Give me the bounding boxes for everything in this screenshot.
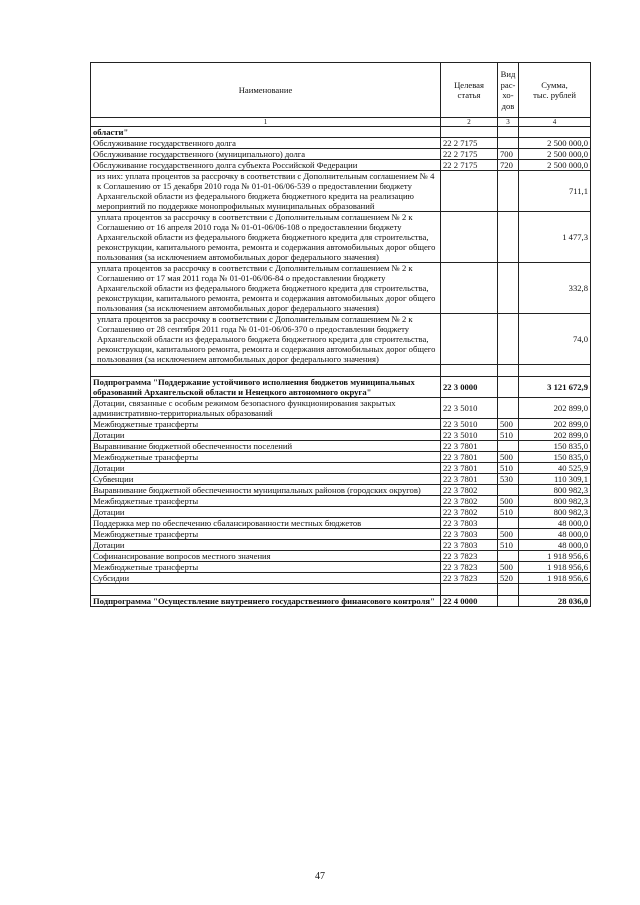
row-kind [498, 551, 519, 562]
table-row [91, 138, 591, 149]
row-sum [519, 127, 591, 138]
table-row [91, 160, 591, 171]
row-sum: 2 500 000,0 [519, 138, 591, 149]
row-target: 22 3 7823 [441, 562, 498, 573]
table-row [91, 171, 591, 212]
row-kind: 500 [498, 452, 519, 463]
row-target: 22 3 7803 [441, 540, 498, 551]
row-name: Межбюджетные трансферты [91, 529, 441, 540]
row-kind: 720 [498, 160, 519, 171]
row-kind [498, 263, 519, 314]
row-name: Обслуживание государственного (муниципального) долга [91, 149, 441, 160]
row-target [441, 171, 498, 212]
row-name: уплата процентов за рассрочку в соответствии с Дополнительным соглашением № 2 к Соглашению от 28 сентября 2011 года № 01-01-06/06-370 о предоставлении бюджету Архангельской области из федерального бюджета бюджетного кредита для строительства, реконструкции, капитального ремонта, ремонта и содержания автомобильных дорог общего пользования (за исключением автомобильных дорог федерального значения) [91, 314, 441, 365]
row-kind: 500 [498, 562, 519, 573]
table-row [91, 573, 591, 584]
header-kind-line: хо- [502, 90, 514, 100]
column-number-row [91, 118, 591, 127]
column-number: 2 [441, 118, 498, 127]
row-target: 22 3 7802 [441, 496, 498, 507]
row-name: Поддержка мер по обеспечению сбалансированности местных бюджетов [91, 518, 441, 529]
header-kind-line: дов [501, 100, 515, 111]
row-name: Межбюджетные трансферты [91, 452, 441, 463]
row-kind [498, 584, 519, 596]
row-kind [498, 485, 519, 496]
row-sum: 332,8 [519, 263, 591, 314]
row-kind: 510 [498, 540, 519, 551]
row-name: Обслуживание государственного долга субъекта Российской Федерации [91, 160, 441, 171]
table-row [91, 485, 591, 496]
row-name: Выравнивание бюджетной обеспеченности поселений [91, 441, 441, 452]
header-kind-line: Вид [500, 69, 516, 79]
table-row [91, 398, 591, 419]
row-name [91, 584, 441, 596]
row-target [441, 212, 498, 263]
table-row [91, 377, 591, 398]
header-kind-line: рас- [500, 79, 516, 90]
row-target: 22 2 7175 [441, 138, 498, 149]
row-kind [498, 365, 519, 377]
row-kind [498, 212, 519, 263]
row-target: 22 3 5010 [441, 430, 498, 441]
row-kind [498, 127, 519, 138]
row-kind: 700 [498, 149, 519, 160]
row-target: 22 3 5010 [441, 419, 498, 430]
row-kind: 500 [498, 419, 519, 430]
row-kind [498, 138, 519, 149]
row-kind [498, 171, 519, 212]
table-row [91, 507, 591, 518]
row-sum [519, 584, 591, 596]
row-name [91, 365, 441, 377]
row-kind [498, 441, 519, 452]
row-target: 22 3 7802 [441, 507, 498, 518]
row-sum: 202 899,0 [519, 398, 591, 419]
header-row [91, 63, 591, 118]
row-sum: 1 477,3 [519, 212, 591, 263]
header-sum-line: тыс. рублей [533, 90, 576, 100]
row-sum [519, 365, 591, 377]
row-sum: 48 000,0 [519, 540, 591, 551]
row-name: Дотации [91, 430, 441, 441]
row-target: 22 3 7801 [441, 452, 498, 463]
row-name: Межбюджетные трансферты [91, 496, 441, 507]
table-row [91, 419, 591, 430]
table-row [91, 518, 591, 529]
row-kind [498, 314, 519, 365]
row-target [441, 263, 498, 314]
row-sum: 711,1 [519, 171, 591, 212]
row-sum: 800 982,3 [519, 507, 591, 518]
row-target [441, 314, 498, 365]
row-target [441, 365, 498, 377]
row-name: Межбюджетные трансферты [91, 419, 441, 430]
row-name: уплата процентов за рассрочку в соответствии с Дополнительным соглашением № 2 к Соглашению от 16 апреля 2010 года № 01-01-06/06-108 о предоставлении бюджету Архангельской области из федерального бюджета бюджетного кредита для строительства, реконструкции, капитального ремонта, ремонта и содержания автомобильных дорог общего пользования (за исключением автомобильных дорог федерального значения) [91, 212, 441, 263]
row-sum: 28 036,0 [519, 596, 591, 607]
row-sum: 48 000,0 [519, 518, 591, 529]
table-row [91, 540, 591, 551]
row-target: 22 3 7802 [441, 485, 498, 496]
table-row [91, 314, 591, 365]
row-sum: 202 899,0 [519, 419, 591, 430]
page-number: 47 [315, 871, 325, 882]
row-target: 22 3 7823 [441, 551, 498, 562]
table-row [91, 551, 591, 562]
column-number: 3 [498, 118, 519, 127]
header-kind [498, 63, 519, 118]
row-name: Межбюджетные трансферты [91, 562, 441, 573]
header-sum [519, 63, 591, 118]
row-target: 22 3 5010 [441, 398, 498, 419]
table-row [91, 263, 591, 314]
header-name: Наименование [91, 63, 441, 118]
row-name: Дотации [91, 507, 441, 518]
row-target: 22 2 7175 [441, 160, 498, 171]
table-row [91, 430, 591, 441]
row-kind: 510 [498, 463, 519, 474]
row-sum: 3 121 672,9 [519, 377, 591, 398]
row-kind: 500 [498, 496, 519, 507]
row-name: Дотации, связанные с особым режимом безопасного функционирования закрытых административно-территориальных образований [91, 398, 441, 419]
table-row [91, 584, 591, 596]
row-sum: 40 525,9 [519, 463, 591, 474]
row-sum: 150 835,0 [519, 441, 591, 452]
row-target [441, 127, 498, 138]
row-name: Софинансирование вопросов местного значения [91, 551, 441, 562]
budget-table [90, 62, 591, 607]
row-kind: 520 [498, 573, 519, 584]
row-target: 22 3 7801 [441, 463, 498, 474]
table-row [91, 365, 591, 377]
row-sum: 2 500 000,0 [519, 149, 591, 160]
row-target: 22 2 7175 [441, 149, 498, 160]
row-target: 22 4 0000 [441, 596, 498, 607]
table-row [91, 463, 591, 474]
table-row [91, 596, 591, 607]
row-target: 22 3 0000 [441, 377, 498, 398]
row-sum: 202 899,0 [519, 430, 591, 441]
table-row [91, 149, 591, 160]
row-sum: 2 500 000,0 [519, 160, 591, 171]
table-row [91, 562, 591, 573]
row-kind [498, 398, 519, 419]
table-row [91, 474, 591, 485]
row-kind: 510 [498, 507, 519, 518]
table-row [91, 496, 591, 507]
row-sum: 800 982,3 [519, 485, 591, 496]
row-name: Выравнивание бюджетной обеспеченности муниципальных районов (городских округов) [91, 485, 441, 496]
table-row [91, 529, 591, 540]
row-kind: 500 [498, 529, 519, 540]
row-name: области" [91, 127, 441, 138]
row-name: Дотации [91, 540, 441, 551]
row-sum: 1 918 956,6 [519, 562, 591, 573]
header-sum-line: Сумма, [541, 79, 568, 90]
row-sum: 1 918 956,6 [519, 573, 591, 584]
row-name: Субвенции [91, 474, 441, 485]
column-number: 4 [519, 118, 591, 127]
row-name: Подпрограмма "Поддержание устойчивого исполнения бюджетов муниципальных образований Архангельской области и Ненецкого автономного округа" [91, 377, 441, 398]
row-target: 22 3 7803 [441, 529, 498, 540]
row-name: Подпрограмма "Осуществление внутреннего государственного финансового контроля" [91, 596, 441, 607]
row-kind [498, 596, 519, 607]
row-sum: 800 982,3 [519, 496, 591, 507]
row-target: 22 3 7823 [441, 573, 498, 584]
table-row [91, 212, 591, 263]
header-target: Целевая статья [441, 63, 498, 118]
column-number: 1 [91, 118, 441, 127]
row-target [441, 584, 498, 596]
table-row [91, 452, 591, 463]
row-sum: 74,0 [519, 314, 591, 365]
row-sum: 1 918 956,6 [519, 551, 591, 562]
row-name: Субсидии [91, 573, 441, 584]
row-name: уплата процентов за рассрочку в соответствии с Дополнительным соглашением № 2 к Соглашению от 17 мая 2011 года № 01-01-06/06-84 о предоставлении бюджету Архангельской области из федерального бюджета бюджетного кредита для строительства, реконструкции, капитального ремонта, ремонта и содержания автомобильных дорог общего пользования (за исключением автомобильных дорог федерального значения) [91, 263, 441, 314]
row-target: 22 3 7803 [441, 518, 498, 529]
row-kind: 510 [498, 430, 519, 441]
table-row [91, 127, 591, 138]
row-sum: 150 835,0 [519, 452, 591, 463]
row-kind [498, 377, 519, 398]
table-row [91, 441, 591, 452]
row-sum: 110 309,1 [519, 474, 591, 485]
row-target: 22 3 7801 [441, 441, 498, 452]
row-name: Дотации [91, 463, 441, 474]
row-target: 22 3 7801 [441, 474, 498, 485]
row-name: из них: уплата процентов за рассрочку в соответствии с Дополнительным соглашением № 4 к Соглашению от 15 декабря 2010 года № 01-01-06/06-539 о предоставлении бюджету Архангельской области из федерального бюджета бюджетного кредита на реализацию мероприятий по поддержке монопрофильных муниципальных образований [91, 171, 441, 212]
row-kind: 530 [498, 474, 519, 485]
row-name: Обслуживание государственного долга [91, 138, 441, 149]
row-sum: 48 000,0 [519, 529, 591, 540]
row-kind [498, 518, 519, 529]
